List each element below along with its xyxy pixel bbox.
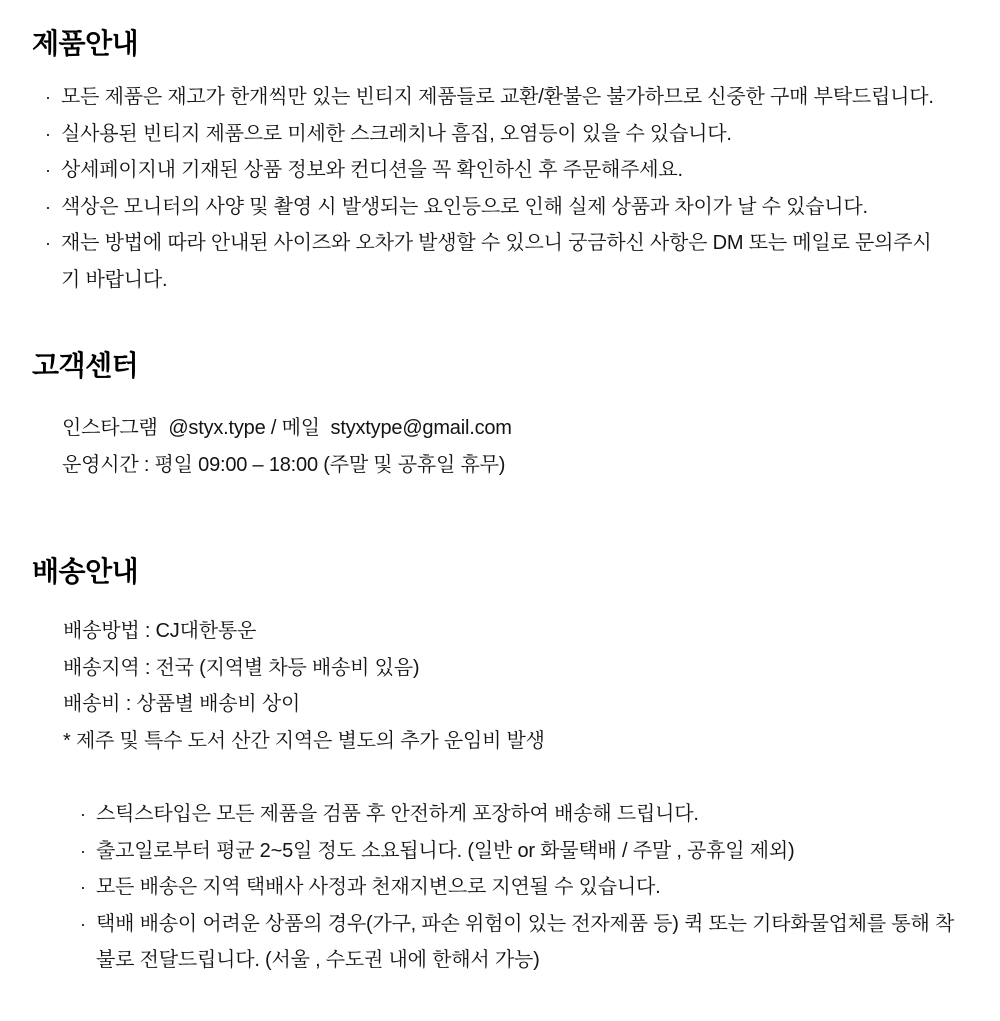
product-guide-item xyxy=(45,225,968,298)
bullet-marker: · xyxy=(45,196,51,217)
shipping-info-item-text: 배송비 : 상품별 배송비 상이 xyxy=(63,693,301,715)
product-guide-item xyxy=(45,152,968,189)
bullet-marker: · xyxy=(80,840,86,861)
shipping-notes-list xyxy=(32,796,968,979)
product-guide-item xyxy=(45,189,968,226)
product-guide-item-text: 모든 제품은 재고가 한개씩만 있는 빈티지 제품들로 교환/환불은 불가하므로 신중한 구매 부탁드립니다. xyxy=(61,86,934,108)
shipping-info-list xyxy=(32,613,968,759)
product-guide-list xyxy=(32,79,968,298)
contact-info-line: 인스타그램 @styx.type / 메일 styxtype@gmail.com xyxy=(62,417,512,439)
bullet-marker: · xyxy=(80,877,86,897)
shipping-guide-title: 배송안내 xyxy=(32,556,139,587)
shipping-note-item-text: 택배 배송이 어려운 상품의 경우(가구, 파손 위험이 있는 전자제품 등) 퀵 또는 기타화물업체를 통해 착불로 전달드립니다. (서울 , 수도권 내에 한해서 가능) xyxy=(96,912,955,971)
shipping-note-item-text: 출고일로부터 평균 2~5일 정도 소요됩니다. (일반 or 화물택배 / 주말 , 공휴일 제외) xyxy=(96,839,795,862)
bullet-marker: · xyxy=(80,913,86,934)
customer-center-info xyxy=(32,410,968,484)
shipping-note-item-text: 모든 배송은 지역 택배사 사정과 천재지변으로 지연될 수 있습니다. xyxy=(96,876,661,898)
product-guide-item-text: 색상은 모니터의 사양 및 촬영 시 발생되는 요인등으로 인해 실제 상품과 차이가 날 수 있습니다. xyxy=(61,195,868,218)
product-guide-item-text: 상세페이지내 기재된 상품 정보와 컨디션을 꼭 확인하신 후 주문해주세요. xyxy=(61,159,683,181)
product-guide-item xyxy=(45,79,968,116)
bullet-marker: · xyxy=(45,160,51,180)
shipping-info-item xyxy=(63,650,968,687)
bullet-marker: · xyxy=(45,233,51,253)
shipping-guide-section xyxy=(32,554,968,979)
shipping-note-item xyxy=(80,833,968,870)
bullet-marker: · xyxy=(45,87,51,107)
shipping-note-item xyxy=(80,869,968,906)
customer-center-title: 고객센터 xyxy=(32,350,139,381)
shipping-note-item xyxy=(80,796,968,833)
product-guide-item xyxy=(45,116,968,153)
product-guide-title: 제품안내 xyxy=(32,28,139,59)
shipping-info-item xyxy=(63,613,968,650)
shipping-info-item-text: 배송지역 : 전국 (지역별 차등 배송비 있음) xyxy=(63,656,420,679)
product-guide-item-text: 재는 방법에 따라 안내된 사이즈와 오차가 발생할 수 있으니 궁금하신 사항은 DM 또는 메일로 문의주시기 바랍니다. xyxy=(61,232,932,291)
customer-center-section xyxy=(32,348,968,484)
shipping-info-item-text: * 제주 및 특수 도서 산간 지역은 별도의 추가 운임비 발생 xyxy=(63,729,545,752)
shipping-info-item xyxy=(63,686,968,723)
shipping-info-item-text: 배송방법 : CJ대한통운 xyxy=(63,620,257,642)
business-hours-line: 운영시간 : 평일 09:00 – 18:00 (주말 및 공휴일 휴무) xyxy=(62,454,506,476)
bullet-marker: · xyxy=(80,804,86,824)
shipping-note-item-text: 스틱스타입은 모든 제품을 검품 후 안전하게 포장하여 배송해 드립니다. xyxy=(96,803,699,825)
bullet-marker: · xyxy=(45,123,51,144)
product-guide-item-text: 실사용된 빈티지 제품으로 미세한 스크레치나 흠집, 오염등이 있을 수 있습니다. xyxy=(61,122,732,145)
shipping-note-item xyxy=(80,906,968,979)
shipping-info-item xyxy=(63,723,968,760)
product-guide-section xyxy=(32,26,968,298)
